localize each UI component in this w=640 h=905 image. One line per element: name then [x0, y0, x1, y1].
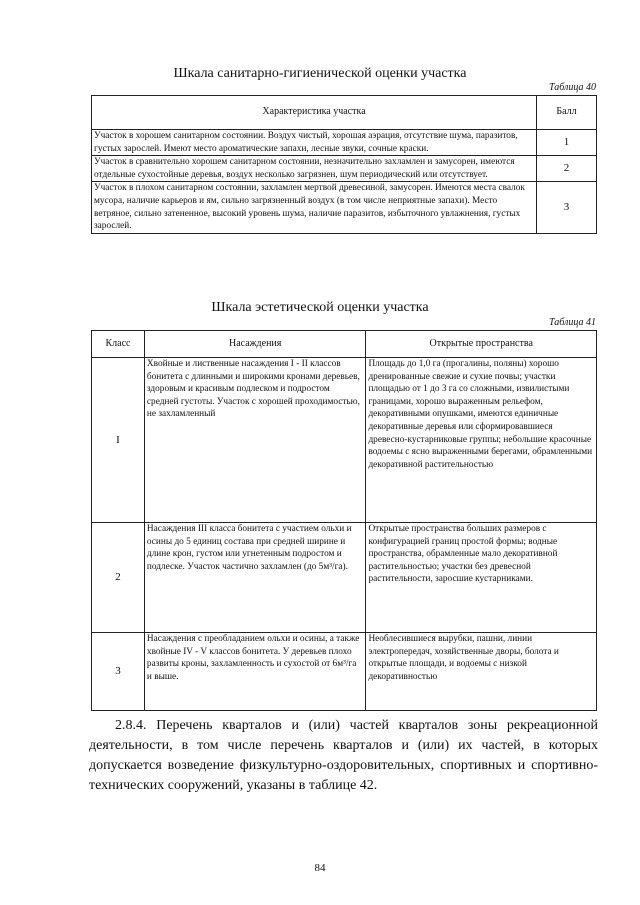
score-cell: 3	[537, 182, 597, 233]
class-cell: 2	[92, 523, 145, 633]
characteristic-cell: Участок в плохом санитарном состоянии, захламлен мертвой древесиной, замусорен. Имеются места свалок мусора, наличие карьеров и ям, сильно загрязненный воздух (в том числе неприятные запахи). Место ветряное, сильно затененное, высокий уровень шума, наличие паразитов, избыточного увлажнения, густых зарослей.	[92, 182, 537, 233]
table-row	[92, 523, 597, 633]
table-40-title: Шкала санитарно-гигиенической оценки участка	[173, 66, 467, 81]
open-spaces-cell: Необлесившиеся вырубки, пашни, линии электропередач, хозяйственные дворы, болота и открытые площади, и водоемы с низкой декоративностью	[366, 633, 597, 711]
column-header: Класс	[92, 331, 145, 358]
table-row	[92, 358, 597, 523]
table-row	[92, 156, 597, 182]
paragraph-text: 2.8.4. Перечень кварталов и (или) частей кварталов зоны рекреационной деятельности, в том числе перечень кварталов и (или) их частей, в которых допускается возведение физкультурно-оздоровительных, спортивных и спортивно-технических сооружений, указаны в таблице 42.	[89, 718, 598, 793]
table-row	[92, 182, 597, 233]
column-header: Насаждения	[144, 331, 366, 358]
table-row	[92, 633, 597, 711]
table-40-label: Таблица 40	[549, 82, 596, 93]
open-spaces-cell: Открытые пространства больших размеров с конфигурацией границ простой формы; водные пространства, обрамленные мало декоративной растительностью; участки без древесной растительности, заросшие кустарниками.	[366, 523, 597, 633]
characteristic-cell: Участок в хорошем санитарном состоянии. Воздух чистый, хорошая аэрация, отсутствие шума, паразитов, густых зарослей. Имеют место ароматические запахи, лесные звуки, сочные краски.	[92, 130, 537, 156]
table-41-label: Таблица 41	[549, 317, 596, 328]
score-cell: 2	[537, 156, 597, 182]
table-header-row	[92, 331, 597, 358]
column-header: Характеристика участка	[92, 96, 537, 130]
column-header: Открытые пространства	[366, 331, 597, 358]
stands-cell: Хвойные и лиственные насаждения I - II классов бонитета с длинными и широкими кронами деревьев, здоровым и красивым подлеском и подростом средней густоты. Участок с хорошей проходимостью, не захламленный	[144, 358, 366, 523]
section-paragraph	[89, 716, 598, 796]
table-row	[92, 130, 597, 156]
aesthetic-table	[91, 330, 597, 711]
characteristic-cell: Участок в сравнительно хорошем санитарном состоянии, незначительно захламлен и замусорен, имеются отдельные сухостойные деревья, воздух несколько загрязнен, шум периодический или отсутствует.	[92, 156, 537, 182]
class-cell: I	[92, 358, 145, 523]
score-cell: 1	[537, 130, 597, 156]
column-header: Балл	[537, 96, 597, 130]
table-header-row	[92, 96, 597, 130]
stands-cell: Насаждения III класса бонитета с участием ольхи и осины до 5 единиц состава при средней ширине и длине крон, густом или угнетенным подростом и подлеске. Участок частично захламлен (до 5м³/га).	[144, 523, 366, 633]
sanitary-table	[91, 95, 597, 234]
open-spaces-cell: Площадь до 1,0 га (прогалины, поляны) хорошо дренированные свежие и сухие почвы; участки площадью от 1 до 3 га со сложными, извилистыми границами, хорошо выраженным рельефом, декоративными опушками, имеются единичные декоративные деревья или сформировавшиеся древесно-кустарниковые группы; небольшие красочные водоемы с ясно выраженными берегами, обрамленными декоративной растительностью	[366, 358, 597, 523]
table-41-title: Шкала эстетической оценки участка	[211, 300, 429, 315]
page-number: 84	[314, 862, 326, 874]
class-cell: 3	[92, 633, 145, 711]
stands-cell: Насаждения с преобладанием ольхи и осины, а также хвойные IV - V классов бонитета. У деревьев плохо развиты кроны, захламленность и сухостой от 6м³/га и выше.	[144, 633, 366, 711]
